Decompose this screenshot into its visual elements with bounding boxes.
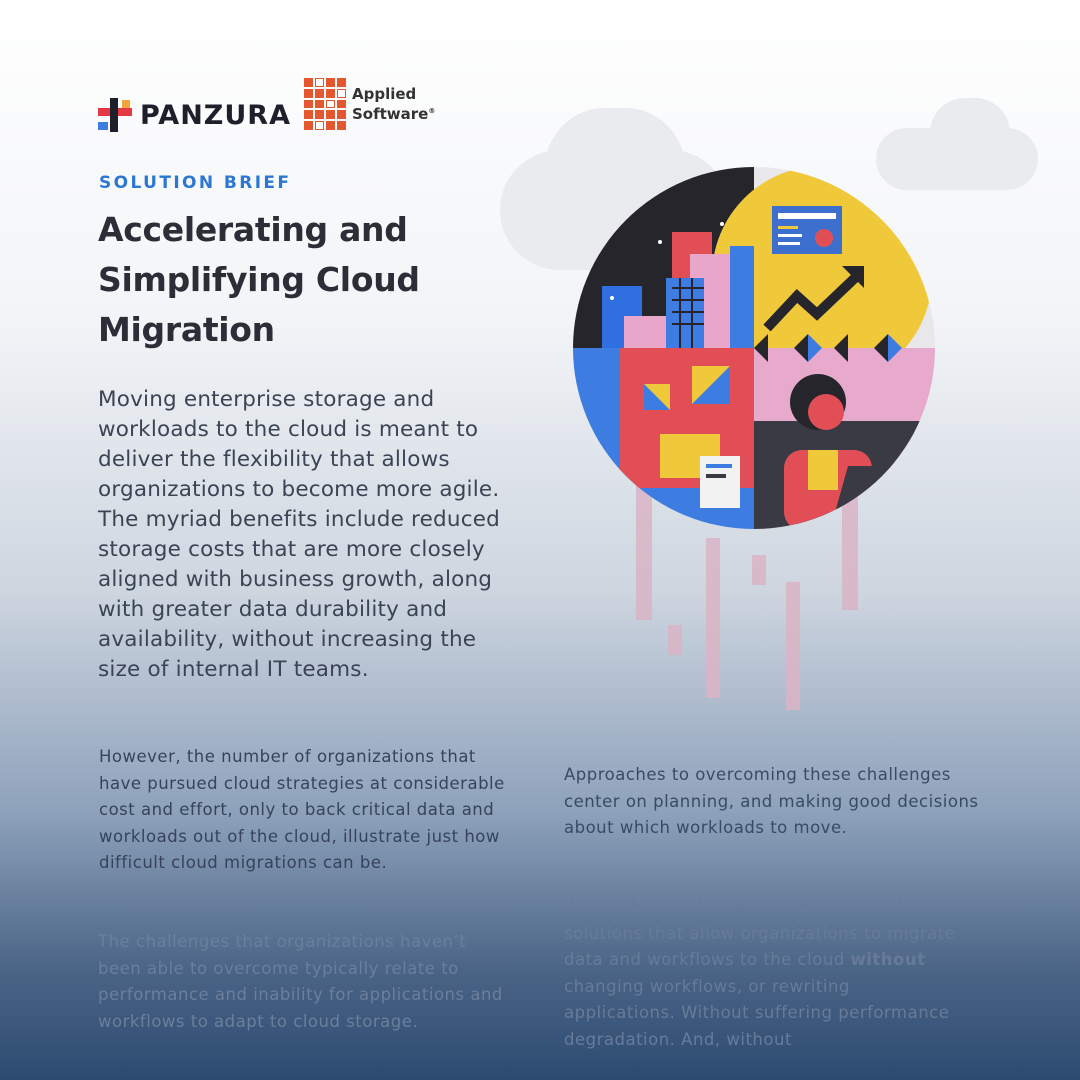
applied-wordmark-line2: Software <box>352 104 429 123</box>
body-paragraph-right-1: Approaches to overcoming these challenges center on planning, and making good decisions about which workloads to move. <box>564 765 979 837</box>
drip-decoration <box>706 538 720 698</box>
p4-text-start: What’s frequently lacking are practical solutions that allow organizations to migrate data and workflows to the cloud <box>564 897 956 969</box>
applied-wordmark-line1: Applied <box>352 84 417 103</box>
drip-decoration <box>752 555 766 585</box>
applied-software-grid-icon <box>304 78 346 130</box>
drip-decoration <box>786 582 800 710</box>
p4-text-end: changing workflows, or rewriting applications. Without suffering performance degradation. And, without <box>564 976 950 1049</box>
applied-software-logo <box>304 78 435 130</box>
lead-paragraph: Moving enterprise storage and workloads to the cloud is meant to deliver the flexibility that allows organizations to become more agile. The myriad benefits include reduced storage costs that are more closely aligned with business growth, along with greater data durability and availability, without increasing the size of internal IT teams. <box>98 387 500 682</box>
title-line-3: Migration <box>98 310 275 349</box>
title-line-1: Accelerating and <box>98 210 408 249</box>
solution-brief-eyebrow: SOLUTION BRIEF <box>99 173 292 193</box>
body-paragraph-right-2 <box>564 894 964 1053</box>
drip-decoration <box>668 625 682 655</box>
page-title <box>98 205 478 355</box>
body-paragraph-left-2: The challenges that organizations haven’t been able to overcome typically relate to performance and inability for applications and workflows to adapt to cloud storage. <box>98 932 503 1031</box>
panzura-logo <box>98 95 291 135</box>
panzura-mark-icon <box>98 98 132 132</box>
applied-software-wordmark: Applied Software® <box>352 84 436 123</box>
body-paragraph-left-1: However, the number of organizations that have pursued cloud strategies at considerable cost and effort, only to back critical data and workloads out of the cloud, illustrate just how difficult cloud migrations can be. <box>99 747 505 872</box>
hero-illustration <box>572 166 936 530</box>
panzura-wordmark: PANZURA <box>140 99 291 131</box>
title-line-2: Simplifying Cloud <box>98 260 420 299</box>
cloud-right-puff <box>930 98 1010 168</box>
p4-emphasis: without <box>850 950 926 969</box>
